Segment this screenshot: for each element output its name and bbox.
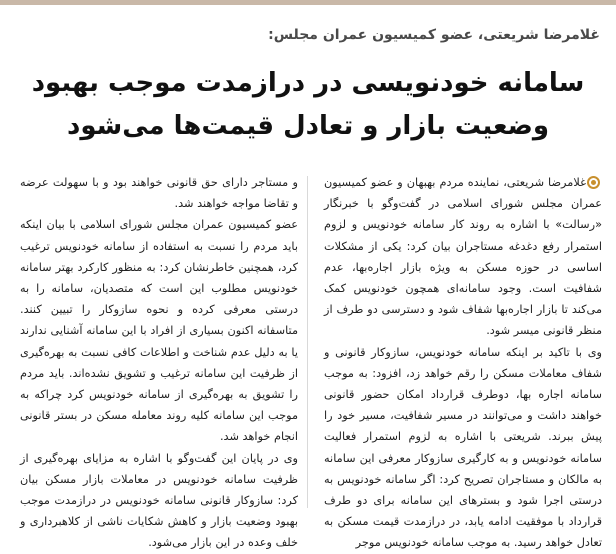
paragraph: وی در پایان این گفت‌وگو با اشاره به مزایای بهره‌گیری از ظرفیت سامانه خودنویس در معاملات بازار مسکن بیان کرد: سازوکار قانونی سامانه خودنویس در درازمدت موجب بهبود وضعیت بازار و کاهش شکایات ناشی از کلاهبرداری و خلف وعده در این بازار می‌شود.: [20, 451, 298, 550]
top-rule: [0, 0, 616, 5]
kicker: غلامرضا شریعتی، عضو کمیسیون عمران مجلس:: [268, 27, 600, 43]
paragraph: و مستاجر دارای حق قانونی خواهند بود و با سهولت عرضه و تقاضا مواجه خواهند شد.: [20, 176, 298, 211]
paragraph-text: وی با تاکید بر اینکه سامانه خودنویس، سازوکار قانونی و شفاف معاملات مسکن را رقم خواهد زد، افزود: به موجب سامانه اجاره بها، دوطرف قرارداد امکان حضور قانونی خواهند داشت و می‌توانند در مسیر شفافیت، مسیر خود را پیش ببرند. شریعتی با اشاره به لزوم استمرار فعالیت سامانه خودنویس و به کارگیری سازوکار معرفی این سامانه به مالکان و مستاجران تصریح کرد: اگر سامانه خودنویس به درستی اجرا شود و بسترهای این سامانه برای دو طرف قرارداد با موفقیت ادامه یابد، در درازمدت قیمت مسکن به تعادل خواهد رسید. به موجب سامانه خودنویس موجر: [324, 345, 602, 550]
paragraph: [324, 342, 602, 554]
article-column-right: [324, 172, 602, 554]
paragraph: عضو کمیسیون عمران مجلس شورای اسلامی با بیان اینکه باید مردم را نسبت به استفاده از سامانه خودنویس ترغیب کرد، همچنین خاطرنشان کرد: به منظور کارکرد بهتر سامانه خودنویس مطلوب این است که متصدیان، سامانه را به درستی معرفی کرده و نحوه سازوکار را تبیین کنند. متاسفانه اکنون بسیاری از افراد با این سامانه آشنایی ندارند یا به دلیل عدم شناخت و اطلاعات کافی نسبت به بهره‌گیری از ظرفیت این سامانه ترغیب و تشویق نشده‌اند. باید مردم را تشویق به بهره‌گیری از سامانه خودنویس کرد چراکه به موجب این سامانه کلیه روند معامله مسکن در بستر قانونی انجام خواهد شد.: [20, 218, 298, 444]
headline-line-2: وضعیت بازار و تعادل قیمت‌ها می‌شود: [67, 111, 549, 141]
paragraph: [324, 172, 602, 342]
column-divider: [307, 176, 308, 508]
article-column-left: [20, 172, 298, 554]
paragraph-text: غلامرضا شریعتی، نماینده مردم بهبهان و عضو کمیسیون عمران مجلس شورای اسلامی در گفت‌وگو با خبرنگار «رسالت» با اشاره به روند کار سامانه خودنویس و لزوم استمرار رفع دغدغه مستاجران بیان کرد: یکی از مشکلات اساسی در حوزه مسکن به ویژه بازار اجاره‌بها، عدم شفافیت است. وجود سامانه‌ای همچون خودنویس کمک می‌کند تا بازار اجاره‌بها شفاف شود و دسترسی دو طرف از منظر قانونی میسر شود.: [324, 176, 602, 338]
headline: [0, 62, 616, 148]
headline-line-1: سامانه خودنویسی در درازمدت موجب بهبود: [31, 68, 585, 98]
